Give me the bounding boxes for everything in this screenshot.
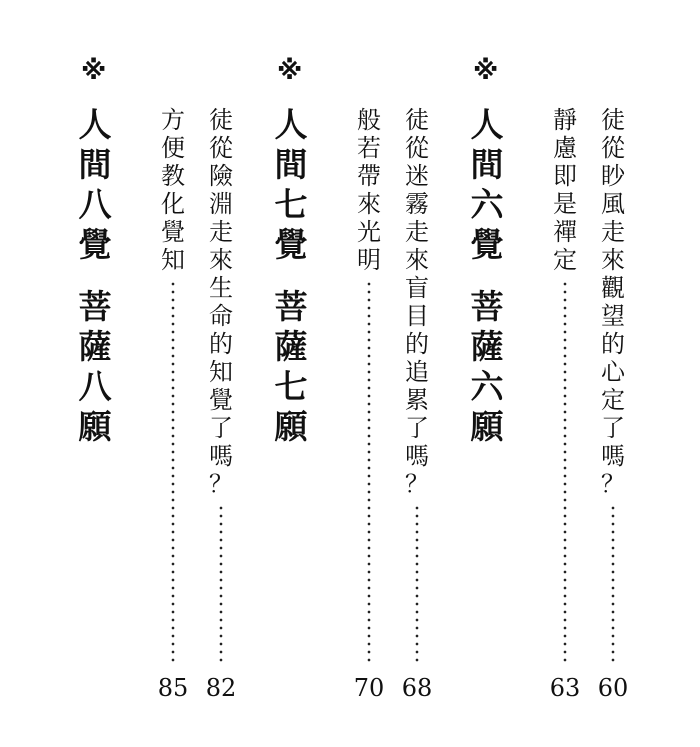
dot-leader [219, 504, 223, 662]
glyph: 帶 [357, 162, 381, 190]
glyph: 間 [274, 145, 308, 184]
glyph: 來 [601, 246, 625, 274]
glyph: 望 [601, 302, 625, 330]
glyph: 嗎 [209, 442, 233, 470]
glyph: 教 [161, 162, 185, 190]
glyph: 徒 [601, 106, 625, 134]
glyph: 六 [470, 185, 504, 224]
glyph: 間 [78, 145, 112, 184]
glyph: 若 [357, 134, 381, 162]
glyph: 覺 [78, 225, 112, 264]
glyph: 定 [553, 246, 577, 274]
page-number: 63 [549, 674, 581, 702]
glyph: 薩 [470, 327, 504, 366]
glyph: 覺 [161, 218, 185, 246]
glyph: 化 [161, 190, 185, 218]
glyph: 從 [209, 134, 233, 162]
glyph: 慮 [553, 134, 577, 162]
glyph: 徒 [209, 106, 233, 134]
toc-entry[interactable] [206, 108, 236, 668]
toc-entry[interactable] [598, 108, 628, 668]
section-heading [271, 105, 311, 450]
glyph: 定 [601, 386, 625, 414]
glyph: 了 [601, 414, 625, 442]
glyph: 方 [161, 106, 185, 134]
glyph: 菩 [470, 287, 504, 326]
glyph: 目 [405, 302, 429, 330]
dot-leader [415, 504, 419, 662]
toc-entry[interactable] [158, 108, 188, 668]
glyph: ？ [405, 470, 429, 498]
glyph: 七 [274, 185, 308, 224]
page-number: 60 [597, 674, 629, 702]
heading-title-1 [467, 105, 507, 268]
page-number: 82 [205, 674, 237, 702]
glyph: 六 [470, 367, 504, 406]
toc-entry-title [354, 108, 384, 276]
glyph: 菩 [274, 287, 308, 326]
heading-title-2 [467, 287, 507, 450]
glyph: 是 [553, 190, 577, 218]
toc-entry-title [550, 108, 580, 276]
toc-entry-title [206, 108, 236, 500]
section-mark-icon: ※ [473, 56, 499, 86]
glyph: 險 [209, 162, 233, 190]
glyph: 覺 [209, 386, 233, 414]
glyph: ？ [209, 470, 233, 498]
glyph: 知 [161, 246, 185, 274]
glyph: 風 [601, 190, 625, 218]
glyph: 命 [209, 302, 233, 330]
glyph: 來 [209, 246, 233, 274]
page-number: 85 [157, 674, 189, 702]
glyph: 觀 [601, 274, 625, 302]
glyph: 薩 [274, 327, 308, 366]
glyph: 了 [209, 414, 233, 442]
glyph: 眇 [601, 162, 625, 190]
glyph: 來 [357, 190, 381, 218]
glyph: 淵 [209, 190, 233, 218]
toc-entry[interactable] [550, 108, 580, 668]
glyph: 從 [601, 134, 625, 162]
glyph: 走 [601, 218, 625, 246]
glyph: 人 [78, 105, 112, 144]
glyph: 嗎 [405, 442, 429, 470]
heading-title-1 [75, 105, 115, 268]
page-number: 70 [353, 674, 385, 702]
dot-leader [563, 280, 567, 662]
glyph: 八 [78, 367, 112, 406]
section-mark-icon: ※ [277, 56, 303, 86]
page-number: 68 [401, 674, 433, 702]
glyph: 走 [209, 218, 233, 246]
glyph: 走 [405, 218, 429, 246]
glyph: 從 [405, 134, 429, 162]
glyph: 願 [78, 407, 112, 446]
glyph: 願 [470, 407, 504, 446]
glyph: 八 [78, 185, 112, 224]
glyph: 靜 [553, 106, 577, 134]
dot-leader [171, 280, 175, 662]
toc-entry-title [598, 108, 628, 500]
glyph: 人 [470, 105, 504, 144]
glyph: 光 [357, 218, 381, 246]
glyph: 的 [209, 330, 233, 358]
heading-title-2 [75, 287, 115, 450]
glyph: 人 [274, 105, 308, 144]
section-mark-icon: ※ [81, 56, 107, 86]
glyph: 徒 [405, 106, 429, 134]
toc-entry-title [402, 108, 432, 500]
glyph: 來 [405, 246, 429, 274]
dot-leader [367, 280, 371, 662]
glyph: 累 [405, 386, 429, 414]
glyph: ？ [601, 470, 625, 498]
glyph: 間 [470, 145, 504, 184]
section-heading [75, 105, 115, 450]
glyph: 覺 [470, 225, 504, 264]
dot-leader [611, 504, 615, 662]
glyph: 了 [405, 414, 429, 442]
glyph: 即 [553, 162, 577, 190]
glyph: 心 [601, 358, 625, 386]
toc-entry[interactable] [402, 108, 432, 668]
glyph: 的 [601, 330, 625, 358]
section-heading [467, 105, 507, 450]
glyph: 覺 [274, 225, 308, 264]
glyph: 薩 [78, 327, 112, 366]
glyph: 般 [357, 106, 381, 134]
heading-title-2 [271, 287, 311, 450]
toc-entry-title [158, 108, 188, 276]
glyph: 迷 [405, 162, 429, 190]
glyph: 嗎 [601, 442, 625, 470]
glyph: 追 [405, 358, 429, 386]
glyph: 七 [274, 367, 308, 406]
toc-entry[interactable] [354, 108, 384, 668]
glyph: 的 [405, 330, 429, 358]
glyph: 便 [161, 134, 185, 162]
glyph: 盲 [405, 274, 429, 302]
glyph: 生 [209, 274, 233, 302]
heading-title-1 [271, 105, 311, 268]
glyph: 霧 [405, 190, 429, 218]
glyph: 明 [357, 246, 381, 274]
glyph: 禪 [553, 218, 577, 246]
glyph: 願 [274, 407, 308, 446]
glyph: 知 [209, 358, 233, 386]
glyph: 菩 [78, 287, 112, 326]
